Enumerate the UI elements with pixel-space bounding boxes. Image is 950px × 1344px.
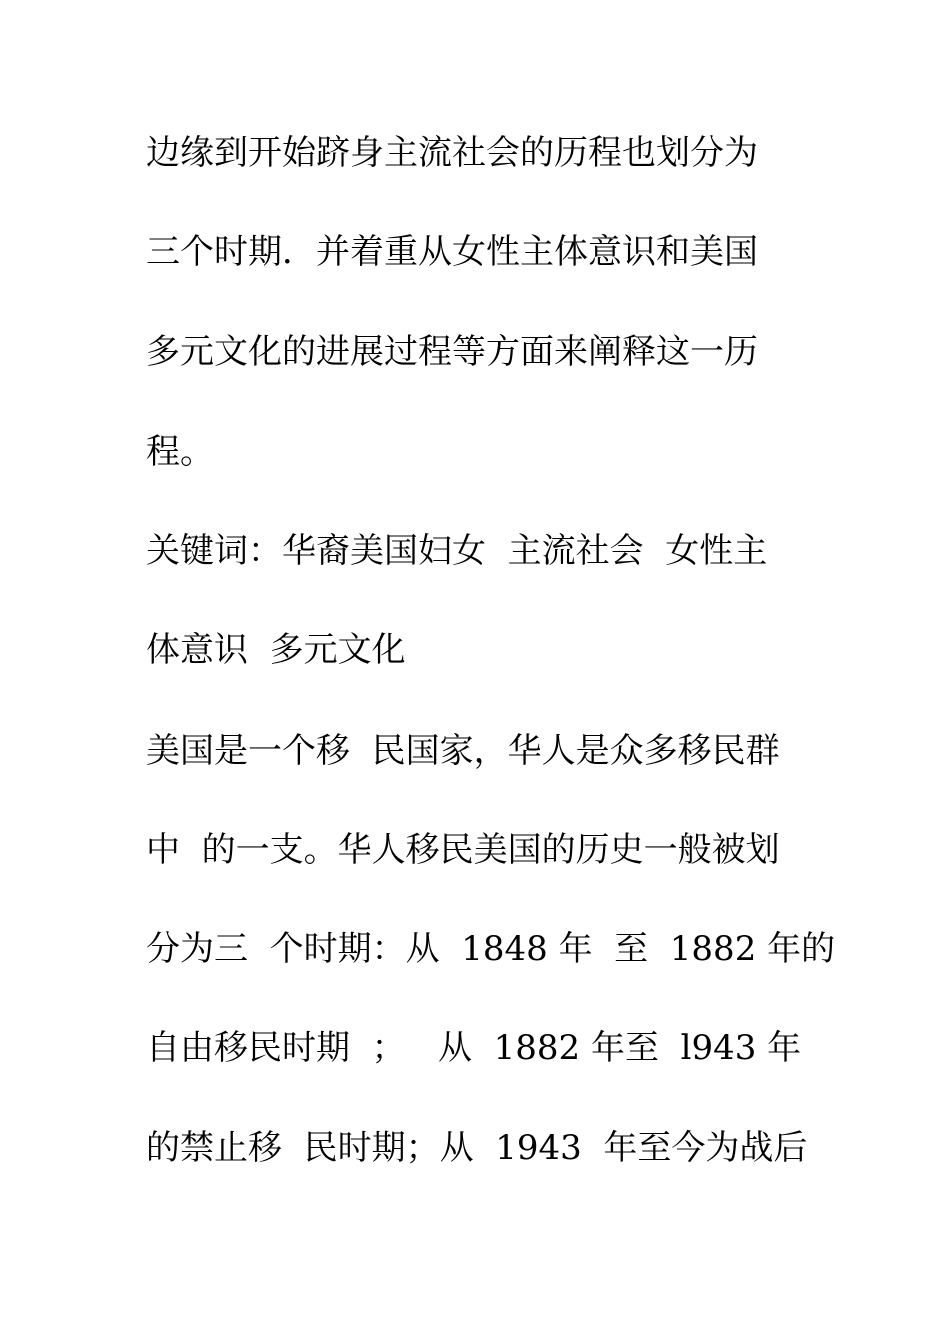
- text-line: 自由移民时期 ； 从 1882 年至 l943 年: [146, 1028, 802, 1068]
- keywords-line: 关键词：华裔美国妇女 主流社会 女性主: [146, 531, 768, 571]
- text-line: 三个时期．并着重从女性主体意识和美国: [146, 232, 758, 272]
- text-line: 边缘到开始跻身主流社会的历程也划分为: [146, 133, 758, 173]
- text-line: 中 的一支。华人移民美国的历史一般被划: [146, 830, 780, 870]
- text-line: 美国是一个移 民国家，华人是众多移民群: [146, 731, 780, 771]
- text-line: 的禁止移 民时期；从 1943 年至今为战后: [146, 1128, 808, 1168]
- text-line: 分为三 个时期：从 1848 年 至 1882 年的: [146, 929, 836, 969]
- text-line: 程。: [146, 432, 214, 472]
- keywords-line: 体意识 多元文化: [146, 630, 406, 670]
- text-line: 多元文化的进展过程等方面来阐释这一历: [146, 332, 758, 372]
